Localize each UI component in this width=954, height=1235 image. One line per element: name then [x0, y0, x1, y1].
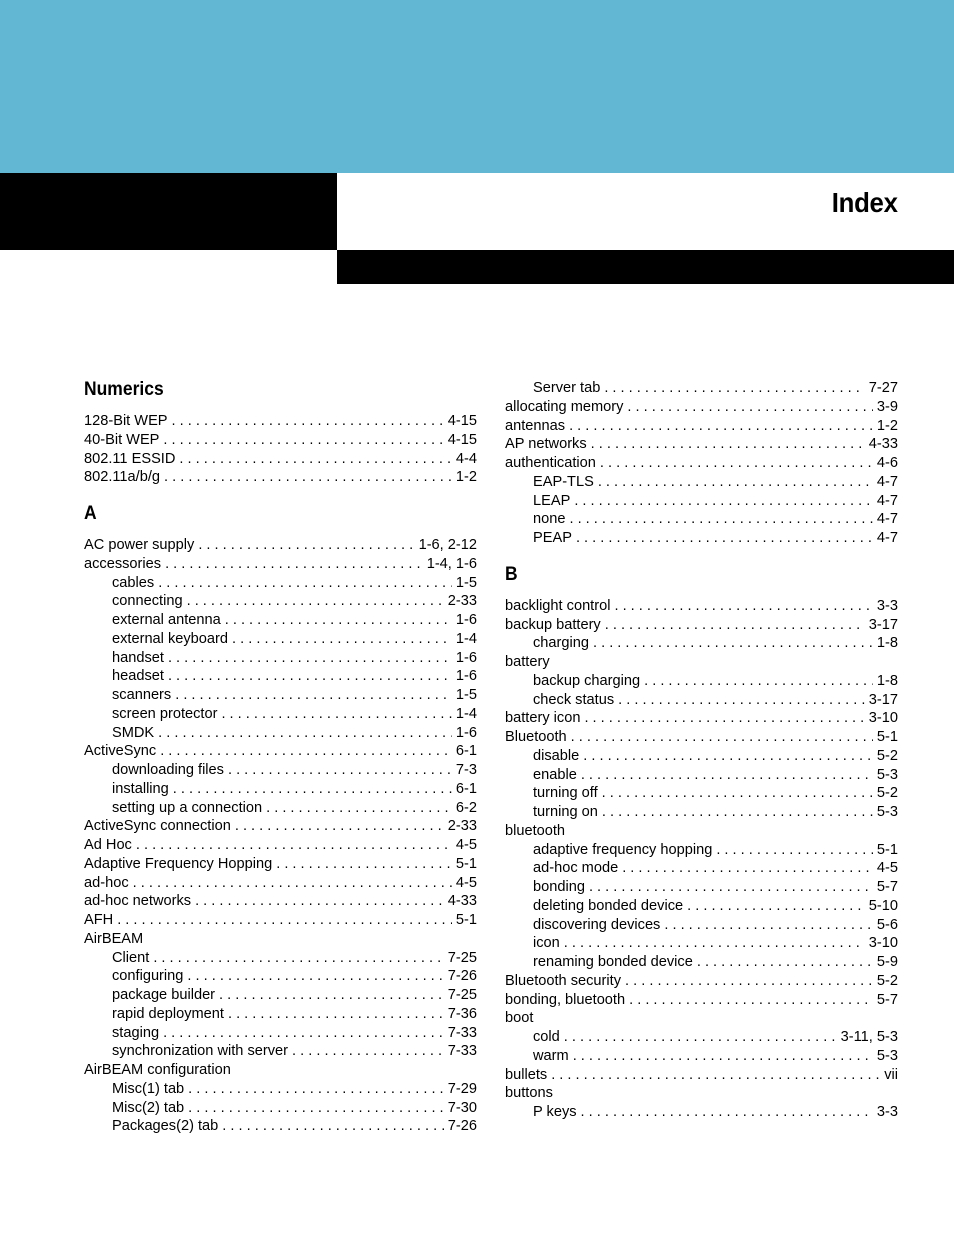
dot-leader	[187, 592, 444, 611]
index-term: AC power supply	[84, 537, 195, 553]
dot-leader	[164, 468, 452, 487]
index-column-left	[84, 376, 477, 1136]
index-term: ad-hoc	[84, 874, 129, 891]
dot-leader	[687, 897, 865, 916]
page-reference: 7-25	[447, 949, 477, 966]
dot-leader	[158, 724, 452, 743]
page-reference: 7-33	[447, 1043, 477, 1060]
page-reference: 2-33	[447, 593, 477, 610]
index-subentry	[505, 691, 898, 710]
page-reference: 7-29	[447, 1080, 477, 1097]
index-term: adaptive frequency hopping	[533, 841, 713, 858]
dot-leader	[117, 911, 452, 930]
dot-leader	[235, 817, 444, 836]
page-reference: 1-6	[455, 649, 477, 666]
index-term: 802.11a/b/g	[84, 469, 161, 486]
dot-leader	[629, 991, 873, 1010]
index-subentry	[84, 667, 477, 686]
index-term: Packages(2) tab	[112, 1118, 219, 1135]
index-term: backup charging	[533, 672, 641, 689]
header-color-band	[0, 0, 954, 173]
page-reference: 7-25	[447, 987, 477, 1003]
index-term: PEAP	[533, 530, 572, 546]
index-term: warm	[533, 1047, 569, 1064]
page-reference: 5-9	[876, 954, 898, 970]
index-term: installing	[112, 780, 169, 797]
page-reference: 7-26	[447, 1118, 477, 1135]
page-reference: 7-30	[447, 1099, 477, 1116]
section-heading: Numerics	[84, 379, 164, 400]
page-reference: 5-1	[876, 729, 898, 745]
index-term: enable	[533, 766, 577, 783]
index-term: renaming bonded device	[533, 954, 693, 970]
page-reference: 7-27	[868, 380, 898, 396]
index-term: allocating memory	[505, 398, 624, 415]
index-entry	[84, 911, 477, 930]
page-reference: 4-5	[455, 874, 477, 891]
page-reference: 1-6	[455, 668, 477, 685]
dot-leader	[605, 616, 865, 635]
index-subentry	[505, 934, 898, 953]
index-term: bluetooth	[505, 822, 566, 839]
page-reference: 1-2	[455, 469, 477, 486]
index-term: Misc(1) tab	[112, 1080, 185, 1097]
dot-leader	[232, 630, 452, 649]
index-term: ActiveSync	[84, 743, 157, 760]
page-reference: 5-2	[876, 747, 898, 764]
page-reference: 3-3	[876, 597, 898, 614]
dot-leader	[583, 747, 873, 766]
dot-leader	[187, 967, 443, 986]
index-term: AirBEAM	[84, 930, 144, 947]
index-entry	[505, 972, 898, 991]
index-subentry	[84, 649, 477, 668]
dot-leader	[600, 454, 873, 473]
dot-leader	[664, 916, 873, 935]
heading-spacer	[505, 589, 898, 597]
page-reference: 5-1	[455, 912, 477, 928]
index-entry	[84, 742, 477, 761]
index-term: Bluetooth security	[505, 972, 622, 989]
page-reference: 1-5	[455, 574, 477, 591]
index-entry	[505, 597, 898, 616]
index-term: staging	[112, 1024, 160, 1041]
page-reference: 6-1	[455, 780, 477, 797]
index-term: Ad Hoc	[84, 837, 132, 853]
dot-leader	[614, 597, 872, 616]
dot-leader	[622, 859, 873, 878]
dot-leader	[574, 492, 873, 511]
page-reference: vii	[884, 1066, 898, 1083]
index-term: headset	[112, 668, 164, 685]
index-term: accessories	[84, 555, 162, 572]
page-reference: 3-9	[876, 398, 898, 415]
index-entry	[505, 822, 898, 841]
dot-leader	[569, 510, 872, 529]
index-term: package builder	[112, 987, 216, 1003]
index-subentry	[505, 841, 898, 860]
page-reference: 5-7	[876, 991, 898, 1008]
index-term: bullets	[505, 1066, 548, 1083]
index-entry	[505, 435, 898, 454]
dot-leader	[598, 473, 873, 492]
index-term: 802.11 ESSID	[84, 450, 176, 467]
index-subentry	[84, 592, 477, 611]
index-term: 128-Bit WEP	[84, 413, 168, 429]
page-reference: 4-33	[868, 436, 898, 453]
index-entry	[84, 450, 477, 469]
index-subentry	[84, 630, 477, 649]
dot-leader	[602, 803, 873, 822]
index-subentry	[84, 705, 477, 724]
index-entry	[505, 454, 898, 473]
page-title: Index	[832, 187, 898, 218]
dot-leader	[581, 1103, 873, 1122]
index-entry	[505, 616, 898, 635]
index-term: external keyboard	[112, 630, 229, 647]
index-term: external antenna	[112, 612, 221, 628]
index-term: battery	[505, 654, 550, 670]
index-subentry	[84, 1099, 477, 1118]
dot-leader	[618, 691, 865, 710]
page-reference: 4-4	[455, 450, 477, 467]
page-reference: 5-3	[876, 766, 898, 783]
dot-leader	[573, 1047, 873, 1066]
page-reference: 5-10	[868, 897, 898, 914]
index-term: SMDK	[112, 724, 155, 741]
index-subentry	[84, 986, 477, 1005]
index-subentry	[505, 953, 898, 972]
index-term: deleting bonded device	[533, 897, 684, 914]
page-reference: 1-6, 2-12	[418, 537, 477, 553]
index-term: boot	[505, 1010, 534, 1027]
index-entry	[84, 855, 477, 874]
index-term: Client	[112, 949, 150, 966]
dot-leader	[160, 742, 452, 761]
dot-leader	[168, 649, 452, 668]
page-reference: 4-6	[876, 455, 898, 471]
page-reference: 5-7	[876, 879, 898, 895]
index-term: discovering devices	[533, 916, 661, 933]
dot-leader	[276, 855, 452, 874]
index-subentry	[84, 780, 477, 799]
index-term: authentication	[505, 455, 596, 471]
index-term: P keys	[533, 1104, 577, 1120]
index-term: ad-hoc mode	[533, 860, 619, 877]
index-term: connecting	[112, 593, 183, 610]
index-entry	[84, 555, 477, 574]
index-entry	[84, 536, 477, 555]
index-term: bonding	[533, 879, 585, 895]
index-term: rapid deployment	[112, 1005, 224, 1022]
index-subentry	[505, 766, 898, 785]
dot-leader	[219, 986, 444, 1005]
page-reference: 5-1	[455, 855, 477, 872]
index-term: AFH	[84, 912, 114, 928]
page-reference: 5-2	[876, 972, 898, 989]
index-subentry	[505, 916, 898, 935]
dot-leader	[172, 412, 444, 431]
heading-spacer	[84, 528, 477, 536]
page-reference: 5-3	[876, 1047, 898, 1064]
index-subentry	[505, 878, 898, 897]
dot-leader	[266, 799, 452, 818]
index-subentry	[84, 967, 477, 986]
header-black-block	[0, 173, 337, 250]
dot-leader	[188, 1080, 444, 1099]
page-reference: 3-10	[868, 710, 898, 727]
index-entry	[84, 817, 477, 836]
index-column-right	[505, 379, 898, 1122]
page-reference: 1-6	[455, 724, 477, 741]
page-reference: 1-4, 1-6	[426, 555, 477, 572]
dot-leader	[133, 874, 452, 893]
dot-leader	[188, 1099, 444, 1118]
index-subentry	[84, 1005, 477, 1024]
index-subentry	[84, 1042, 477, 1061]
index-subentry	[505, 672, 898, 691]
index-subentry	[505, 784, 898, 803]
index-subentry	[505, 379, 898, 398]
index-subentry	[84, 611, 477, 630]
page-reference: 7-26	[447, 968, 477, 985]
index-entry	[505, 398, 898, 417]
index-term: battery icon	[505, 710, 581, 727]
dot-leader	[627, 398, 872, 417]
page-reference: 3-10	[868, 935, 898, 952]
index-subentry	[84, 724, 477, 743]
index-entry	[505, 1009, 898, 1028]
index-term: turning on	[533, 804, 598, 820]
index-term: synchronization with server	[112, 1043, 289, 1060]
index-entry	[505, 991, 898, 1010]
page-reference: 4-7	[876, 530, 898, 546]
index-subentry	[505, 492, 898, 511]
index-term: Adaptive Frequency Hopping	[84, 855, 273, 872]
dot-leader	[136, 836, 452, 855]
page-reference: 4-7	[876, 473, 898, 490]
index-term: Misc(2) tab	[112, 1099, 185, 1116]
dot-leader	[564, 1028, 837, 1047]
page-reference: 1-2	[876, 417, 898, 434]
page-reference: 2-33	[447, 818, 477, 835]
dot-leader	[292, 1042, 444, 1061]
index-term: Server tab	[533, 380, 601, 396]
index-term: screen protector	[112, 705, 218, 722]
index-subentry	[84, 686, 477, 705]
page-reference: 4-15	[447, 431, 477, 448]
index-entry	[84, 836, 477, 855]
dot-leader	[551, 1066, 880, 1085]
dot-leader	[644, 672, 873, 691]
header-black-bar	[337, 250, 954, 284]
index-term: cold	[533, 1029, 560, 1045]
page-reference: 3-17	[868, 616, 898, 633]
index-subentry	[505, 473, 898, 492]
dot-leader	[571, 728, 873, 747]
index-subentry	[505, 510, 898, 529]
index-term: Bluetooth	[505, 729, 567, 745]
page-reference: 6-2	[455, 799, 477, 816]
page-reference: 5-1	[876, 841, 898, 858]
page-reference: 1-8	[876, 672, 898, 689]
page-reference: 3-17	[868, 691, 898, 708]
dot-leader	[221, 705, 451, 724]
dot-leader	[225, 611, 452, 630]
page-reference: 7-3	[455, 762, 477, 778]
index-term: backlight control	[505, 597, 611, 614]
index-entry	[84, 1061, 477, 1080]
index-entry	[505, 1084, 898, 1103]
index-term: 40-Bit WEP	[84, 431, 160, 448]
page-reference: 3-3	[876, 1104, 898, 1120]
index-term: ActiveSync connection	[84, 818, 231, 835]
index-subentry	[84, 1080, 477, 1099]
index-subentry	[505, 1047, 898, 1066]
dot-leader	[602, 784, 873, 803]
page-reference: 3-11, 5-3	[840, 1029, 898, 1045]
page-reference: 4-5	[455, 837, 477, 853]
page-reference: 5-6	[876, 916, 898, 933]
dot-leader	[591, 435, 865, 454]
index-entry	[84, 930, 477, 949]
page-reference: 4-15	[447, 413, 477, 429]
dot-leader	[179, 450, 452, 469]
index-term: EAP-TLS	[533, 473, 594, 490]
index-term: LEAP	[533, 492, 571, 509]
index-entry	[84, 892, 477, 911]
index-subentry	[505, 1028, 898, 1047]
index-term: cables	[112, 574, 155, 591]
index-entry	[84, 874, 477, 893]
dot-leader	[163, 431, 443, 450]
page-reference: 1-5	[455, 687, 477, 703]
dot-leader	[163, 1024, 444, 1043]
index-term: bonding, bluetooth	[505, 991, 626, 1008]
page-reference: 4-5	[876, 860, 898, 877]
index-subentry	[505, 1103, 898, 1122]
dot-leader	[153, 949, 443, 968]
dot-leader	[581, 766, 873, 785]
page-reference: 4-33	[447, 893, 477, 910]
index-entry	[505, 1066, 898, 1085]
index-term: icon	[533, 935, 560, 952]
index-term: charging	[533, 635, 589, 652]
index-entry	[505, 709, 898, 728]
dot-leader	[625, 972, 873, 991]
page-reference: 5-2	[876, 785, 898, 802]
index-entry	[505, 653, 898, 672]
page-reference: 1-8	[876, 635, 898, 652]
section-heading: B	[505, 563, 518, 585]
index-subentry	[505, 803, 898, 822]
dot-leader	[716, 841, 873, 860]
index-entry	[505, 417, 898, 436]
page-reference: 4-7	[876, 492, 898, 509]
index-subentry	[505, 529, 898, 548]
dot-leader	[158, 574, 452, 593]
index-term: AP networks	[505, 436, 587, 453]
index-term: backup battery	[505, 616, 601, 633]
index-subentry	[84, 574, 477, 593]
page-reference: 1-4	[455, 705, 477, 722]
dot-leader	[173, 780, 452, 799]
page-reference: 7-33	[447, 1024, 477, 1041]
page-reference: 6-1	[455, 743, 477, 760]
heading-spacer	[84, 404, 477, 412]
dot-leader	[222, 1117, 444, 1136]
index-entry	[84, 431, 477, 450]
index-subentry	[84, 799, 477, 818]
index-term: configuring	[112, 968, 184, 985]
index-subentry	[505, 859, 898, 878]
index-subentry	[84, 761, 477, 780]
index-entry	[505, 728, 898, 747]
dot-leader	[569, 417, 873, 436]
dot-leader	[584, 709, 864, 728]
dot-leader	[228, 1005, 444, 1024]
dot-leader	[589, 878, 873, 897]
page-reference: 5-3	[876, 804, 898, 820]
index-term: ad-hoc networks	[84, 893, 192, 910]
dot-leader	[168, 667, 452, 686]
dot-leader	[593, 634, 873, 653]
dot-leader	[604, 379, 864, 398]
index-term: downloading files	[112, 762, 224, 778]
dot-leader	[195, 892, 444, 911]
index-term: handset	[112, 649, 164, 666]
index-term: scanners	[112, 687, 172, 703]
index-term: AirBEAM configuration	[84, 1062, 231, 1078]
dot-leader	[165, 555, 423, 574]
index-term: setting up a connection	[112, 799, 263, 816]
dot-leader	[198, 536, 414, 555]
index-subentry	[505, 747, 898, 766]
index-subentry	[84, 949, 477, 968]
dot-leader	[576, 529, 873, 548]
index-term: none	[533, 511, 566, 528]
index-term: buttons	[505, 1085, 553, 1102]
dot-leader	[564, 934, 865, 953]
page-reference: 4-7	[876, 511, 898, 528]
index-subentry	[84, 1117, 477, 1136]
dot-leader	[697, 953, 873, 972]
index-entry	[84, 412, 477, 431]
index-subentry	[84, 1024, 477, 1043]
page-reference: 7-36	[447, 1005, 477, 1022]
dot-leader	[175, 686, 452, 705]
index-subentry	[505, 634, 898, 653]
section-heading: A	[84, 503, 97, 524]
dot-leader	[228, 761, 452, 780]
page-reference: 1-4	[455, 630, 477, 647]
index-entry	[84, 468, 477, 487]
index-term: turning off	[533, 785, 598, 802]
index-subentry	[505, 897, 898, 916]
page-reference: 1-6	[455, 612, 477, 628]
index-term: disable	[533, 747, 580, 764]
index-term: check status	[533, 691, 615, 708]
index-term: antennas	[505, 417, 566, 434]
